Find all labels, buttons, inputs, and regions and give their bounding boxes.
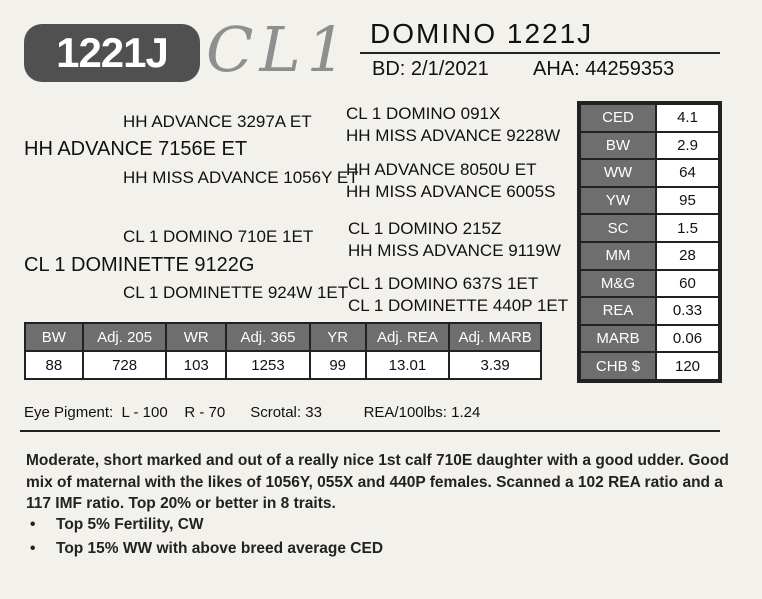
pedigree-dam-dam: CL 1 DOMINETTE 924W 1ET	[123, 283, 349, 302]
bullet-marker: •	[30, 516, 36, 533]
epd-label: WW	[580, 159, 656, 187]
perf-header-cell: BW	[25, 323, 83, 351]
epd-value: 120	[656, 352, 719, 380]
description-divider	[20, 430, 720, 432]
perf-header-cell: Adj. 205	[83, 323, 167, 351]
stats-line: Eye Pigment: L - 100 R - 70 Scrotal: 33 REA/100lbs: 1.24	[24, 404, 481, 421]
epd-value: 95	[656, 187, 719, 215]
epd-label: M&G	[580, 270, 656, 298]
bull-description: Moderate, short marked and out of a really nice 1st calf 710E daughter with a good udder. Good mix of maternal with the likes of 1056Y, 055X and 440P females. Scanned a 102 REA ratio and a 117 IMF ratio. Top 20% or better in 8 traits.	[26, 452, 729, 512]
header-divider	[360, 52, 720, 54]
perf-value-cell: 3.39	[449, 351, 541, 379]
perf-header-cell: Adj. MARB	[449, 323, 541, 351]
epd-value: 4.1	[656, 104, 719, 132]
epd-value: 1.5	[656, 214, 719, 242]
pedigree-sdd: HH MISS ADVANCE 6005S	[346, 182, 556, 201]
aha-registration: AHA: 44259353	[533, 58, 675, 80]
pedigree-dam: CL 1 DOMINETTE 9122G	[24, 254, 255, 276]
bullet-text: Top 5% Fertility, CW	[56, 516, 204, 533]
bullet-marker: •	[30, 540, 36, 557]
perf-value-cell: 99	[310, 351, 366, 379]
bullet-item	[30, 540, 383, 558]
ranch-logo: CL1	[206, 13, 353, 86]
bull-name: DOMINO 1221J	[370, 18, 594, 49]
pedigree-ssd: HH MISS ADVANCE 9228W	[346, 126, 561, 145]
perf-value-cell: 103	[166, 351, 226, 379]
epd-row	[580, 270, 719, 298]
perf-value-cell: 728	[83, 351, 167, 379]
pedigree-sss: CL 1 DOMINO 091X	[346, 104, 501, 123]
performance-header-row	[25, 323, 541, 351]
birth-date: BD: 2/1/2021	[372, 58, 489, 80]
perf-value-cell: 88	[25, 351, 83, 379]
epd-label: MM	[580, 242, 656, 270]
performance-value-row	[25, 351, 541, 379]
epd-row	[580, 187, 719, 215]
epd-row	[580, 214, 719, 242]
epd-label: BW	[580, 132, 656, 160]
epd-value: 28	[656, 242, 719, 270]
pedigree-sire: HH ADVANCE 7156E ET	[24, 138, 248, 160]
epd-label: CED	[580, 104, 656, 132]
perf-header-cell: Adj. 365	[226, 323, 310, 351]
epd-row	[580, 297, 719, 325]
pedigree-ddd: CL 1 DOMINETTE 440P 1ET	[348, 296, 569, 315]
epd-row	[580, 104, 719, 132]
epd-row	[580, 325, 719, 353]
perf-header-cell: YR	[310, 323, 366, 351]
epd-row	[580, 132, 719, 160]
perf-header-cell: Adj. REA	[366, 323, 450, 351]
epd-table	[579, 103, 720, 381]
epd-value: 2.9	[656, 132, 719, 160]
epd-label: CHB $	[580, 352, 656, 380]
epd-value: 60	[656, 270, 719, 298]
perf-value-cell: 1253	[226, 351, 310, 379]
epd-value: 64	[656, 159, 719, 187]
perf-value-cell: 13.01	[366, 351, 450, 379]
pedigree-sire-dam: HH MISS ADVANCE 1056Y ET	[123, 168, 359, 187]
epd-row	[580, 159, 719, 187]
epd-label: YW	[580, 187, 656, 215]
lot-number-badge: 1221J	[24, 24, 200, 82]
pedigree-sds: HH ADVANCE 8050U ET	[346, 160, 537, 179]
epd-label: REA	[580, 297, 656, 325]
bullet-text: Top 15% WW with above breed average CED	[56, 540, 384, 557]
pedigree-sire-sire: HH ADVANCE 3297A ET	[123, 112, 312, 131]
performance-table	[24, 322, 542, 380]
pedigree-dds: CL 1 DOMINO 637S 1ET	[348, 274, 539, 293]
epd-row	[580, 352, 719, 380]
epd-row	[580, 242, 719, 270]
epd-label: SC	[580, 214, 656, 242]
pedigree-dsd: HH MISS ADVANCE 9119W	[348, 241, 561, 260]
pedigree-dss: CL 1 DOMINO 215Z	[348, 219, 502, 238]
bullet-item	[30, 516, 204, 534]
epd-value: 0.33	[656, 297, 719, 325]
epd-label: MARB	[580, 325, 656, 353]
epd-value: 0.06	[656, 325, 719, 353]
pedigree-dam-sire: CL 1 DOMINO 710E 1ET	[123, 227, 314, 246]
perf-header-cell: WR	[166, 323, 226, 351]
